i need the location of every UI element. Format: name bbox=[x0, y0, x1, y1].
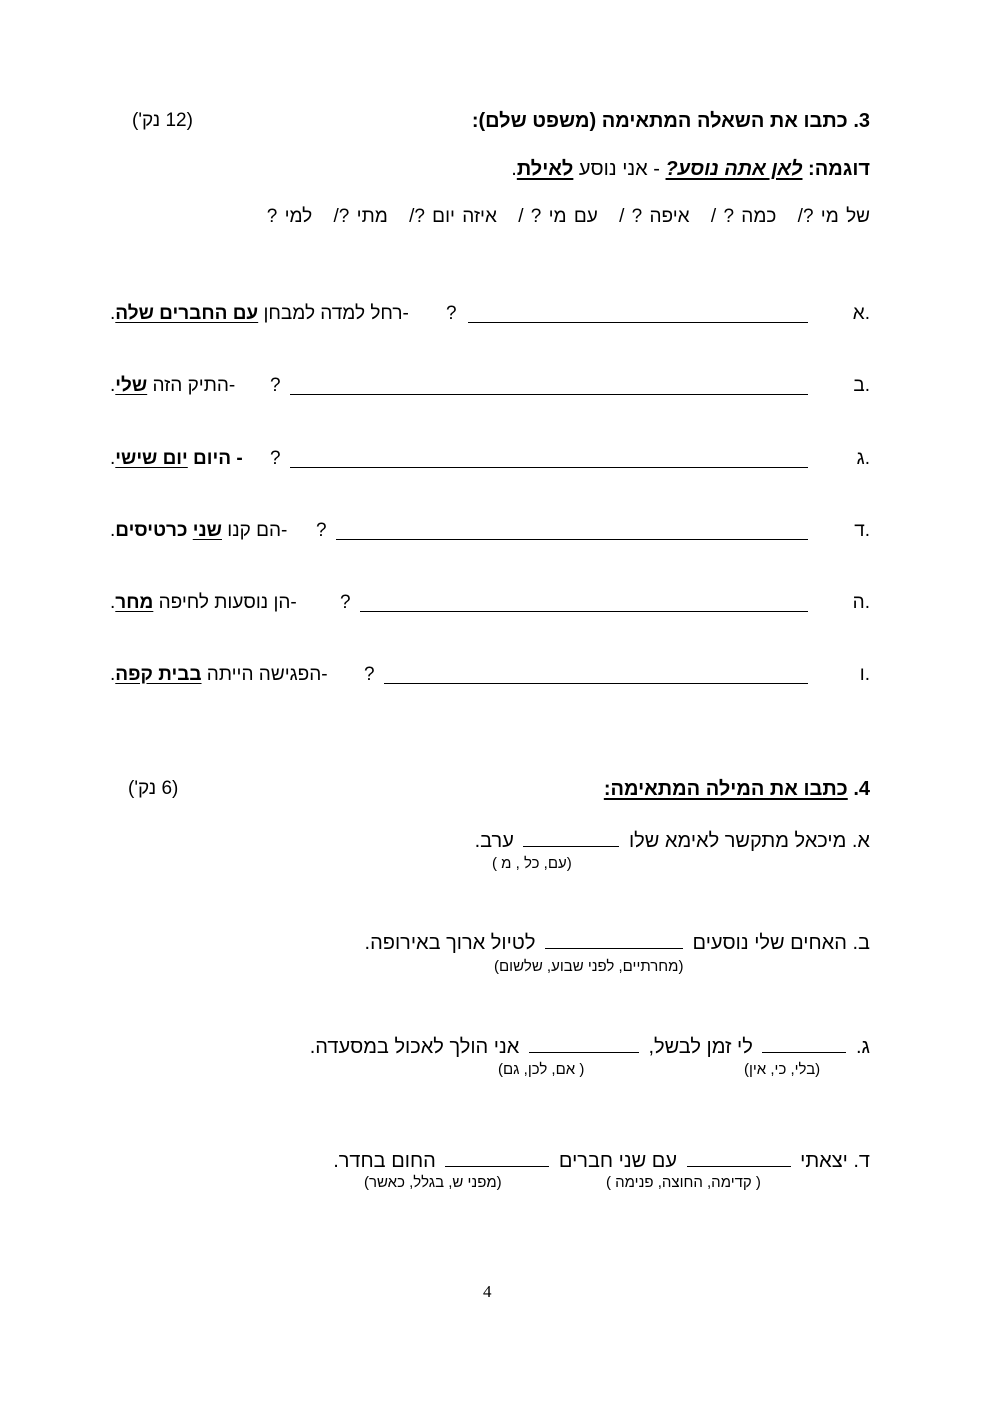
row-sentence: -הפגישה הייתה בבית קפה. bbox=[110, 664, 328, 685]
question-mark: ? bbox=[270, 448, 281, 469]
row-sentence: - היום יום שישי. bbox=[110, 448, 243, 469]
answer-line[interactable] bbox=[360, 611, 808, 612]
question-mark: ? bbox=[446, 303, 457, 324]
answer-line[interactable] bbox=[290, 467, 808, 468]
answer-line[interactable] bbox=[336, 539, 808, 540]
row-letter: ג. bbox=[856, 448, 870, 469]
example-line bbox=[511, 158, 870, 181]
section3-title bbox=[472, 110, 870, 133]
hint-d2: (מפני ש, בגלל, כאשר) bbox=[364, 1174, 502, 1191]
question-row-f bbox=[110, 664, 870, 694]
row-bold: בבית קפה bbox=[115, 664, 202, 685]
word-bank-item: עם מי ? / bbox=[518, 206, 598, 227]
blank-field[interactable] bbox=[762, 1038, 846, 1053]
blank-field[interactable] bbox=[445, 1152, 549, 1167]
question-mark: ? bbox=[364, 664, 375, 685]
row-letter: ה. bbox=[852, 592, 870, 613]
section4-title bbox=[604, 778, 870, 801]
row-sentence: -התיק הזה שלי. bbox=[110, 375, 236, 396]
hint-c1: (בלי, כי, אין) bbox=[744, 1061, 821, 1078]
question-mark: ? bbox=[270, 375, 281, 396]
word-bank-item: כמה ? / bbox=[710, 206, 777, 227]
example-question: לאן אתה נוסע? bbox=[665, 158, 803, 180]
row-letter: ב. bbox=[853, 375, 870, 396]
row-letter: ד. bbox=[854, 520, 870, 541]
question-row-c bbox=[110, 448, 870, 478]
answer-line[interactable] bbox=[384, 683, 808, 684]
row-letter: ג. bbox=[855, 1036, 870, 1058]
word-bank bbox=[267, 206, 870, 228]
row-sentence: -הם קנו שני כרטיסים. bbox=[110, 520, 288, 541]
question-mark: ? bbox=[316, 520, 327, 541]
fill-row-a: א. מיכאל מתקשר לאימא שלו ערב. bbox=[474, 830, 870, 852]
page-number: 4 bbox=[483, 1282, 492, 1301]
word-bank-item: איפה ? / bbox=[619, 206, 690, 227]
example-answer-suffix: . bbox=[511, 158, 517, 180]
row-bold: שלי bbox=[115, 375, 148, 396]
example-answer-prefix: אני נוסע bbox=[573, 158, 648, 180]
hint-d1: ( קדימה, החוצה, פנימה ) bbox=[606, 1174, 761, 1191]
fill-row-c: ג. לי זמן לבשל, אני הולך לאכול במסעדה. bbox=[309, 1036, 870, 1058]
section3-title-paren: (משפט שלם): bbox=[471, 110, 597, 132]
question-row-a bbox=[110, 303, 870, 333]
answer-line[interactable] bbox=[468, 322, 808, 323]
word-bank-item: מתי ?/ bbox=[333, 206, 388, 227]
blank-field[interactable] bbox=[687, 1152, 791, 1167]
word-bank-item: של מי ?/ bbox=[797, 206, 870, 227]
section4-points: (6 נק') bbox=[128, 778, 179, 799]
blank-field[interactable] bbox=[523, 832, 619, 847]
row-letter: א. bbox=[852, 303, 870, 324]
section3-title-text: כתבו את השאלה המתאימה bbox=[601, 110, 848, 132]
row-bold: שני bbox=[192, 520, 222, 541]
word-bank-item: איזה יום ?/ bbox=[409, 206, 497, 227]
section3-number: 3. bbox=[853, 110, 870, 132]
section4-title-text: כתבו את המילה המתאימה: bbox=[603, 778, 848, 800]
word-bank-item: למי ? bbox=[266, 206, 313, 227]
hint-a: (עם, כל , מ ) bbox=[492, 855, 572, 872]
fill-row-d: ד. יצאתי עם שני חברים החום בחדר. bbox=[333, 1150, 870, 1172]
question-mark: ? bbox=[340, 592, 351, 613]
fill-row-b: ב. האחים שלי נוסעים לטיול ארוך באירופה. bbox=[364, 932, 870, 954]
row-letter: ב. bbox=[852, 932, 870, 954]
row-letter: ד. bbox=[853, 1150, 870, 1172]
blank-field[interactable] bbox=[529, 1038, 639, 1053]
question-row-b bbox=[110, 375, 870, 405]
row-bold: מחר bbox=[115, 592, 154, 613]
answer-line[interactable] bbox=[290, 394, 808, 395]
row-bold: יום שישי bbox=[115, 448, 188, 469]
question-row-d bbox=[110, 520, 870, 550]
row-sentence: -הן נוסעות לחיפה מחר. bbox=[110, 592, 297, 613]
hint-b: (מחרתיים, לפני שבוע, שלשום) bbox=[494, 958, 684, 975]
row-letter: א. bbox=[851, 830, 870, 852]
blank-field[interactable] bbox=[545, 934, 683, 949]
row-letter: ו. bbox=[859, 664, 870, 685]
row-bold: עם החברים שלה bbox=[115, 303, 259, 324]
example-answer-bold: לאילת bbox=[516, 158, 574, 180]
section4-number: 4. bbox=[853, 778, 870, 800]
question-row-e bbox=[110, 592, 870, 622]
section3-points: (12 נק') bbox=[132, 110, 193, 131]
example-label: דוגמה: bbox=[808, 158, 870, 180]
example-dash: - bbox=[653, 158, 660, 180]
hint-c2: ( אם, לכן, גם) bbox=[498, 1061, 585, 1078]
row-sentence: -רחל למדה למבחן עם החברים שלה. bbox=[110, 303, 409, 324]
